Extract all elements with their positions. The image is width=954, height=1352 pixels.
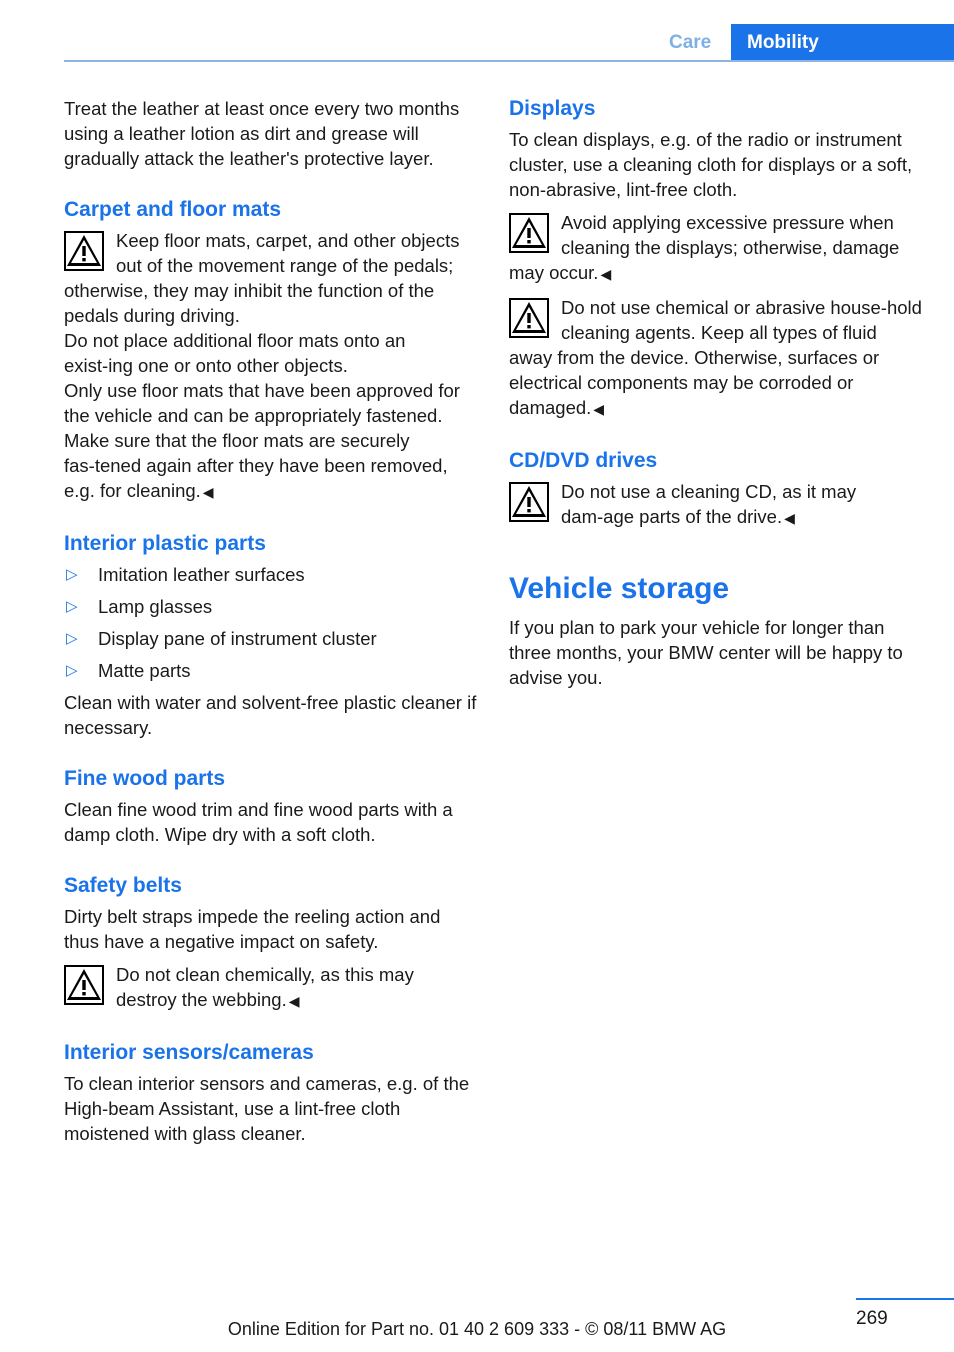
warning-triangle-icon: [509, 298, 549, 338]
list-item: ▷ Imitation leather surfaces: [66, 564, 305, 585]
plastic-list: [64, 562, 478, 683]
footer-text: Online Edition for Part no. 01 40 2 609 333 - © 08/11 BMW AG: [227, 1319, 727, 1339]
carpet-text-2: Do not place additional floor mats onto an exist‑ing one or onto other objects.: [64, 330, 406, 376]
wood-text: Clean fine wood trim and fine wood parts with a damp cloth. Wipe dry with a soft cloth.: [64, 799, 453, 845]
warning-triangle-icon: [64, 231, 104, 271]
list-item: ▷ Matte parts: [66, 660, 191, 681]
displays-warning-2-text: Do not use chemical or abrasive house‑hold cleaning agents. Keep all types of fluid away from the device. Otherwise, surfaces or electrical components may be corroded or damaged. ◀: [509, 297, 922, 418]
page-number: 269: [856, 1308, 888, 1329]
triangle-bullet-icon: ▷: [66, 662, 78, 679]
carpet-text-4: Make sure that the floor mats are securely fas‑tened again after they have been removed, e.g. for cleaning. ◀: [64, 430, 448, 501]
carpet-text-3: Only use floor mats that have been approved for the vehicle and can be appropriately fastened.: [64, 380, 460, 426]
carpet-heading: Carpet and floor mats: [64, 198, 282, 221]
displays-warning-1-text: Avoid applying excessive pressure when cleaning the displays; otherwise, damage may occur. ◀: [509, 212, 900, 283]
cd-heading: CD/DVD drives: [509, 449, 658, 472]
carpet-warning-text: Keep floor mats, carpet, and other objects out of the movement range of the pedals; otherwise, they may inhibit the function of the pedals during driving.: [64, 230, 460, 326]
warning-triangle-icon: [509, 482, 549, 522]
carpet-warning: [64, 228, 478, 328]
end-mark-icon: ◀: [784, 510, 795, 526]
belts-warning: [64, 962, 478, 1014]
list-item: ▷ Display pane of instrument cluster: [66, 628, 377, 649]
belts-warning-text: Do not clean chemically, as this may destroy the webbing. ◀: [116, 964, 414, 1010]
warning-triangle-icon: [509, 213, 549, 253]
sensors-text: To clean interior sensors and cameras, e.g. of the High-beam Assistant, use a lint-free cloth moistened with glass cleaner.: [64, 1073, 470, 1144]
cd-warning-text: Do not use a cleaning CD, as it may dam‑age parts of the drive. ◀: [561, 481, 857, 527]
storage-heading: Vehicle storage: [509, 572, 730, 605]
end-mark-icon: ◀: [593, 401, 605, 417]
end-mark-icon: ◀: [288, 993, 300, 1009]
right-column: [509, 96, 923, 690]
leather-intro-text: Treat the leather at least once every two months using a leather lotion as dirt and grease will gradually attack the leather's protective layer.: [64, 98, 460, 169]
sensors-heading: Interior sensors/cameras: [64, 1041, 314, 1064]
triangle-bullet-icon: ▷: [66, 566, 78, 583]
displays-warning-1: [509, 210, 923, 287]
cd-warning: [509, 479, 923, 531]
end-mark-icon: ◀: [600, 266, 612, 282]
belts-text: Dirty belt straps impede the reeling action and thus have a negative impact on safety.: [64, 906, 441, 952]
wood-heading: Fine wood parts: [64, 767, 226, 790]
belts-heading: Safety belts: [64, 874, 182, 897]
footer-rule: [856, 1298, 954, 1300]
plastic-text: Clean with water and solvent-free plastic cleaner if necessary.: [64, 692, 477, 738]
triangle-bullet-icon: ▷: [66, 630, 78, 647]
left-column: [64, 96, 478, 1146]
displays-warning-2: [509, 295, 923, 422]
storage-text: If you plan to park your vehicle for longer than three months, your BMW center will be happy to advise you.: [509, 617, 903, 688]
triangle-bullet-icon: ▷: [66, 598, 78, 615]
displays-text: To clean displays, e.g. of the radio or instrument cluster, use a cleaning cloth for displays or a soft, non-abrasive, lint-free cloth.: [509, 129, 913, 200]
end-mark-icon: ◀: [202, 484, 214, 500]
warning-triangle-icon: [64, 965, 104, 1005]
tab-mobility: Mobility: [731, 24, 954, 61]
tab-care: Care: [669, 32, 712, 53]
header-rule: [64, 60, 954, 62]
displays-heading: Displays: [509, 97, 596, 120]
list-item: ▷ Lamp glasses: [66, 596, 213, 617]
plastic-heading: Interior plastic parts: [64, 532, 266, 555]
